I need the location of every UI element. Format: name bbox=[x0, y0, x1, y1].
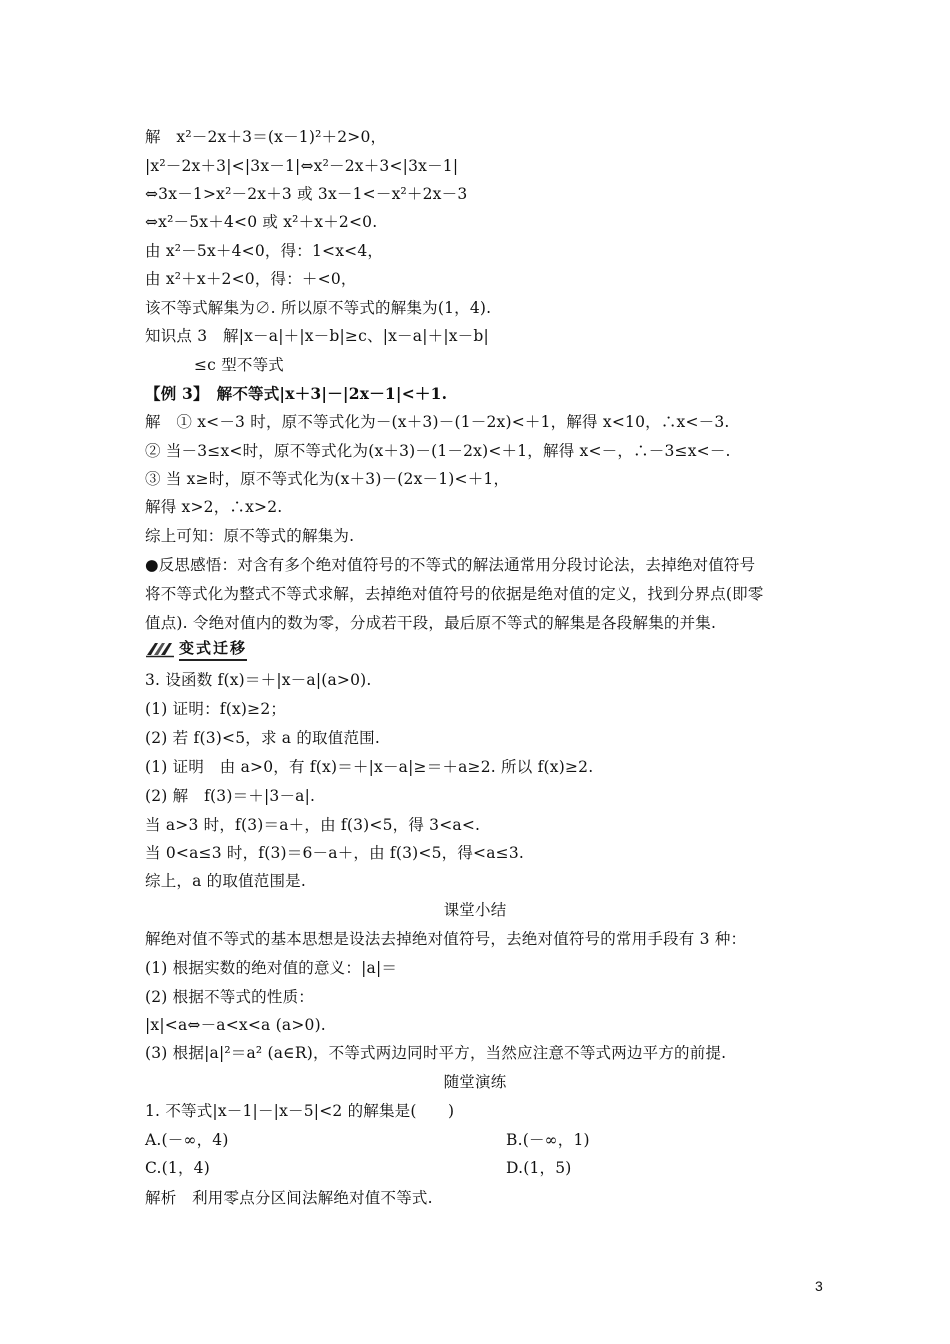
solution-part-2: (2) 解 f(3)＝＋|3－a|. bbox=[145, 787, 316, 805]
example-3-case-3: ③ 当 x≥时，原不等式化为(x＋3)－(2x－1)<＋1， bbox=[145, 470, 510, 488]
pencil-ruler-icon bbox=[145, 640, 175, 658]
reflection-line-1: ●反思感悟：对含有多个绝对值符号的不等式的解法通常用分段讨论法，去掉绝对值符号 bbox=[145, 556, 756, 574]
proof-part-1: (1) 证明 由 a>0，有 f(x)＝＋|x－a|≥＝＋a≥2. 所以 f(x)≥2. bbox=[145, 758, 594, 776]
section-heading-practice: 随堂演练 bbox=[443, 1073, 507, 1091]
solution-line-2: |x²－2x＋3|<|3x－1|⇔x²－2x＋3<|3x－1| bbox=[145, 157, 459, 175]
example-3-case-1: 解 ① x<－3 时，原不等式化为－(x＋3)－(1－2x)<＋1，解得 x<10，∴x<－3. bbox=[145, 413, 730, 431]
problem-3-part-2: (2) 若 f(3)<5，求 a 的取值范围. bbox=[145, 729, 380, 747]
practice-question-1: 1. 不等式|x－1|－|x－5|<2 的解集是( ) bbox=[145, 1102, 455, 1120]
option-b: B.(－∞，1) bbox=[506, 1131, 590, 1149]
summary-method-1: (1) 根据实数的绝对值的意义：|a|＝ bbox=[145, 959, 398, 977]
example-3-case-2: ② 当－3≤x<时，原不等式化为(x＋3)－(1－2x)<＋1，解得 x<－，∴－3≤x<－. bbox=[145, 442, 731, 460]
problem-3-conclusion: 综上，a 的取值范围是. bbox=[145, 872, 306, 890]
case-a-greater-3: 当 a>3 时，f(3)＝a＋，由 f(3)<5，得 3<a<. bbox=[145, 816, 481, 834]
option-d: D.(1，5) bbox=[506, 1159, 572, 1177]
variant-transfer-label: 变式迁移 bbox=[179, 637, 247, 661]
analysis-line: 解析 利用零点分区间法解绝对值不等式. bbox=[145, 1189, 433, 1207]
page-number: 3 bbox=[815, 1278, 823, 1294]
solution-line-6: 由 x²＋x＋2<0，得：＋<0， bbox=[145, 270, 357, 288]
solution-line-3: ⇔3x－1>x²－2x＋3 或 3x－1<－x²＋2x－3 bbox=[145, 185, 468, 203]
knowledge-point-heading-cont: ≤c 型不等式 bbox=[194, 356, 284, 374]
summary-intro: 解绝对值不等式的基本思想是设法去掉绝对值符号，去绝对值符号的常用手段有 3 种： bbox=[145, 930, 747, 948]
solution-line-1: 解 x²－2x＋3＝(x－1)²＋2>0， bbox=[145, 128, 387, 146]
example-3-title: 【例 3】 解不等式|x＋3|－|2x－1|<＋1. bbox=[145, 384, 448, 403]
option-a: A.(－∞，4) bbox=[145, 1131, 229, 1149]
summary-method-3: (3) 根据|a|²＝a² (a∈R)，不等式两边同时平方，当然应注意不等式两边平方的前提. bbox=[145, 1044, 727, 1062]
problem-3: 3. 设函数 f(x)＝＋|x－a|(a>0). bbox=[145, 671, 372, 689]
summary-method-2-formula: |x|<a⇔－a<x<a (a>0). bbox=[145, 1016, 326, 1034]
case-a-le-3: 当 0<a≤3 时，f(3)＝6－a＋，由 f(3)<5，得<a≤3. bbox=[145, 844, 525, 862]
knowledge-point-heading: 知识点 3 解|x－a|＋|x－b|≥c、|x－a|＋|x－b| bbox=[145, 327, 489, 345]
example-3-conclusion: 综上可知：原不等式的解集为. bbox=[145, 527, 355, 545]
solution-line-4: ⇔x²－5x＋4<0 或 x²＋x＋2<0. bbox=[145, 213, 378, 231]
solution-line-5: 由 x²－5x＋4<0，得：1<x<4， bbox=[145, 242, 384, 260]
problem-3-part-1: (1) 证明：f(x)≥2； bbox=[145, 700, 287, 718]
variant-transfer-banner bbox=[145, 638, 247, 660]
summary-method-2: (2) 根据不等式的性质： bbox=[145, 988, 314, 1006]
reflection-line-3: 值点). 令绝对值内的数为零，分成若干段，最后原不等式的解集是各段解集的并集. bbox=[145, 614, 717, 632]
option-c: C.(1，4) bbox=[145, 1159, 210, 1177]
section-heading-summary: 课堂小结 bbox=[443, 901, 507, 919]
solution-line-7: 该不等式解集为∅. 所以原不等式的解集为(1，4). bbox=[145, 299, 492, 317]
reflection-line-2: 将不等式化为整式不等式求解，去掉绝对值符号的依据是绝对值的定义，找到分界点(即零 bbox=[145, 585, 764, 603]
example-3-case-3-result: 解得 x>2，∴x>2. bbox=[145, 498, 283, 516]
